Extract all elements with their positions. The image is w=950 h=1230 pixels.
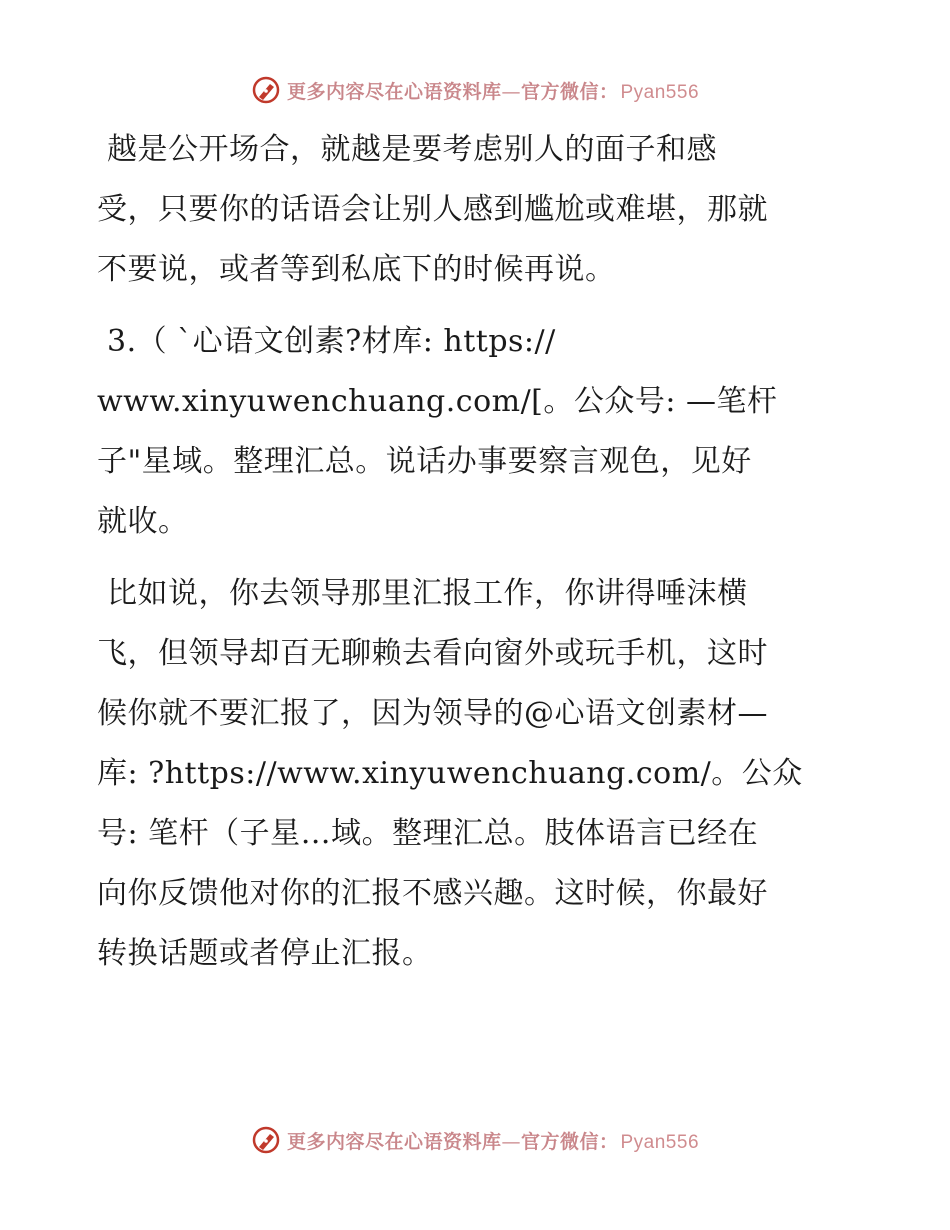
text-line: www.xinyuwenchuang.com/[。公众号: —笔杆 — [97, 384, 778, 419]
text-line: 子"星域。整理汇总。说话办事要察言观色，见好 — [97, 444, 752, 479]
watermark-main: 更多内容尽在心语资料库 — [286, 80, 502, 103]
footer-watermark-banner — [0, 1120, 950, 1160]
header-watermark-banner — [0, 70, 950, 110]
text-line: 比如说，你去领导那里汇报工作，你讲得唾沫横 — [107, 576, 748, 611]
pen-nib-circle-icon — [251, 75, 281, 105]
text-line: 转换话题或者停止汇报。 — [97, 936, 433, 971]
watermark-main: 更多内容尽在心语资料库 — [286, 1130, 502, 1153]
document-body — [97, 120, 857, 996]
watermark-text — [287, 1127, 699, 1154]
watermark-text — [287, 77, 699, 104]
watermark-wechat-label: 官方微信： — [520, 80, 619, 103]
text-line: 飞，但领导却百无聊赖去看向窗外或玩手机，这时 — [97, 636, 768, 671]
text-line: 受，只要你的话语会让别人感到尴尬或难堪，那就 — [97, 192, 768, 227]
pen-nib-circle-icon — [251, 1125, 281, 1155]
paragraph-1 — [97, 120, 857, 300]
text-line: 向你反馈他对你的汇报不感兴趣。这时候，你最好 — [97, 876, 768, 911]
paragraph-2 — [97, 312, 857, 552]
text-line: 3.（ `心语文创素?材库: https:// — [107, 324, 556, 359]
text-line: 库: ?https://www.xinyuwenchuang.com/。公众 — [97, 756, 803, 791]
watermark-wechat-id: Pyan556 — [620, 1131, 700, 1153]
text-line: 就收。 — [97, 504, 189, 539]
text-line: 越是公开场合，就越是要考虑别人的面子和感 — [107, 132, 717, 167]
watermark-wechat-label: 官方微信： — [520, 1130, 619, 1153]
watermark-separator: — — [501, 80, 521, 103]
watermark-wechat-id: Pyan556 — [620, 81, 700, 103]
text-line: 号: 笔杆（子星…域。整理汇总。肢体语言已经在 — [97, 816, 759, 851]
watermark-separator: — — [501, 1130, 521, 1153]
text-line: 候你就不要汇报了，因为领导的@心语文创素材— — [97, 696, 768, 731]
text-line: 不要说，或者等到私底下的时候再说。 — [97, 252, 616, 287]
paragraph-3 — [97, 564, 857, 984]
